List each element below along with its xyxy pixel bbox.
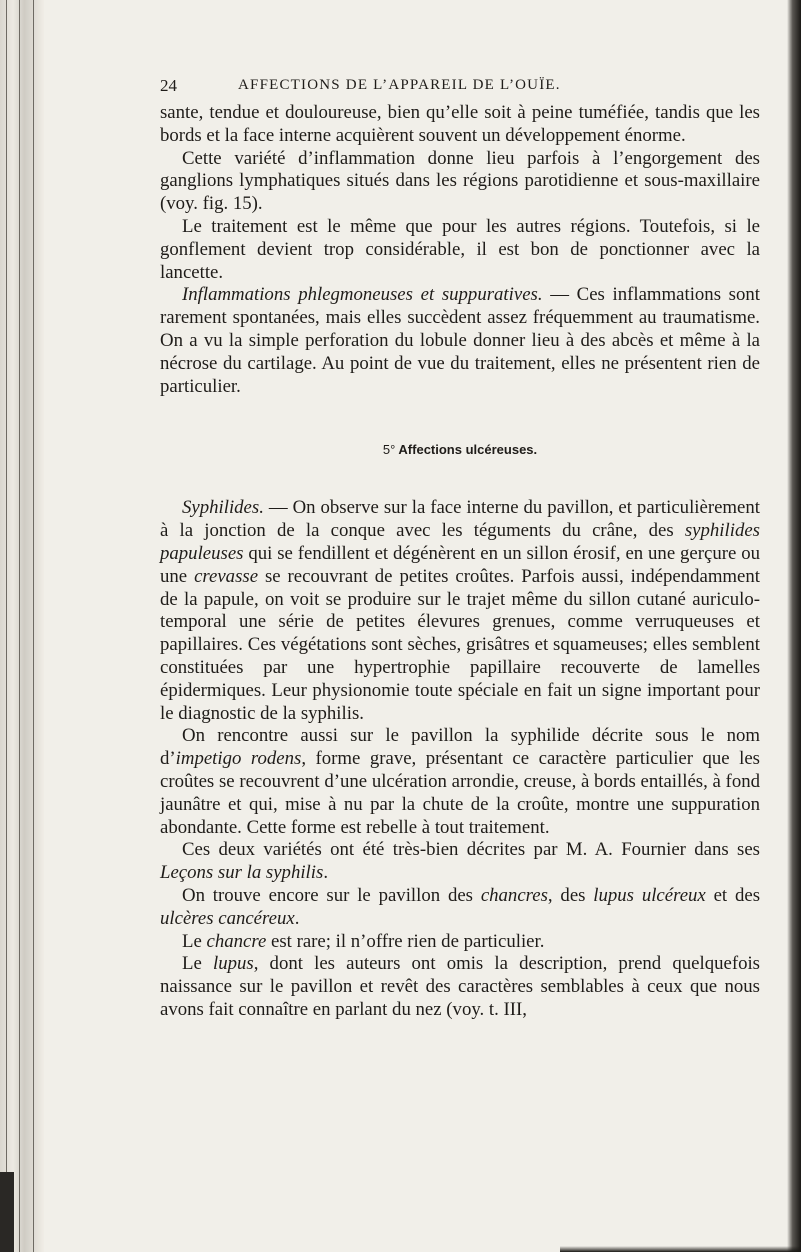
italic-text: ulcères cancéreux xyxy=(160,907,295,929)
text-run: , dont les auteurs ont omis la description, prend quelquefois naissance sur le pavillon et revêt des caractères semblables à ceux que nous avons fait connaître en parlant du nez (voy. t. III, xyxy=(160,953,760,1020)
text-run: . xyxy=(294,907,300,929)
text-run: , forme grave, présentant ce caractère particulier que les croûtes se recouvrent d’une ulcération arrondie, creuse, à bords entaillés, à fond jaunâtre et qui, mise à nu par la chute de la croûte, montre une suppuration abondante. Cette forme est rebelle à tout traitement. xyxy=(160,748,760,838)
italic-text: Syphilides. xyxy=(182,497,264,519)
running-head xyxy=(160,76,760,102)
italic-text: Leçons sur la syphilis xyxy=(160,862,324,884)
running-title: AFFECTIONS DE L’APPAREIL DE L’OUÏE. xyxy=(238,77,561,93)
text-run: Cette variété d’inflammation donne lieu parfois à l’engorgement des ganglions lymphatiques situés dans les régions parotidienne et sous-maxillaire (voy. fig. 15). xyxy=(160,147,760,215)
text-run: Le xyxy=(182,930,207,952)
paragraph xyxy=(160,953,760,1021)
paragraph xyxy=(160,885,760,931)
section-heading xyxy=(160,442,760,457)
bottom-edge-shadow xyxy=(560,1246,801,1252)
italic-text: impetigo rodens xyxy=(175,748,302,770)
book-page xyxy=(160,76,760,1022)
page-edge-shadow xyxy=(787,0,801,1252)
text-run: — Ces inflammations sont rarement spontanées, mais elles succèdent assez fréquemment au traumatisme. On a vu la simple perforation du lobule donner lieu à des abcès et même à la nécrose du cartilage. Au point de vue du traitement, elles ne présentent rien de particulier. xyxy=(160,284,760,397)
italic-text: syphilides papuleuses xyxy=(160,520,760,564)
text-run: Le xyxy=(182,953,213,975)
gutter-line xyxy=(19,0,20,1252)
italic-text: lupus xyxy=(212,953,254,975)
section-number: 5° xyxy=(382,442,396,458)
text-run: — On observe sur la face interne du pavillon, et particulièrement à la jonction de la conque avec les téguments du crâne, des xyxy=(160,497,760,542)
paragraph xyxy=(160,102,760,148)
text-run: . xyxy=(323,862,329,884)
italic-text: chancre xyxy=(206,930,267,952)
text-run: et des xyxy=(705,884,761,906)
paragraph xyxy=(160,931,760,954)
gutter-line xyxy=(33,0,34,1252)
paragraph xyxy=(160,839,760,885)
text-run: Ces deux variétés ont été très-bien décrites par M. A. Fournier dans ses xyxy=(182,839,760,861)
text-run: sante, tendue et douloureuse, bien qu’elle soit à peine tuméfiée, tandis que les bords et la face interne acquièrent souvent un développement énorme. xyxy=(160,102,760,146)
paragraph xyxy=(160,216,760,284)
italic-text: chancres xyxy=(480,884,548,906)
text-run: Le traitement est le même que pour les autres régions. Toutefois, si le gonflement devient trop considérable, il est bon de ponctionner avec la lancette. xyxy=(160,215,760,283)
text-run: On trouve encore sur le pavillon des xyxy=(182,884,481,906)
paragraph xyxy=(160,725,760,839)
body-text-after xyxy=(160,497,760,1021)
gutter-dark-band xyxy=(0,1172,14,1252)
text-run: se recouvrant de petites croûtes. Parfois aussi, indépendamment de la papule, on voit se produire sur le trajet même du sillon cutané auriculo-temporal une série de petites élevures grenues, comme verruqueuses et papillaires. Ces végétations sont sèches, grisâtres et squameuses; elles semblent constituées par une hypertrophie papillaire recouverte de lamelles épidermiques. Leur physionomie toute spéciale en fait un signe important pour le diagnostic de la syphilis. xyxy=(160,565,760,724)
paragraph xyxy=(160,497,760,725)
paragraph xyxy=(160,284,760,398)
paragraph xyxy=(160,148,760,216)
section-title: Affections ulcéreuses. xyxy=(398,442,538,458)
italic-text: Inflammations phlegmoneuses et suppuratives. xyxy=(182,284,543,306)
body-text-before xyxy=(160,102,760,398)
text-run: , des xyxy=(547,884,594,906)
text-run: qui se fendillent et dégénèrent en un sillon érosif, en une gerçure ou une xyxy=(160,542,760,587)
page-number: 24 xyxy=(160,76,177,95)
gutter-line xyxy=(6,0,7,1252)
italic-text: crevasse xyxy=(194,565,259,587)
book-gutter xyxy=(0,0,44,1252)
text-run: On rencontre aussi sur le pavillon la syphilide décrite sous le nom d’ xyxy=(160,725,760,770)
text-run: est rare; il n’offre rien de particulier. xyxy=(266,930,545,952)
italic-text: lupus ulcéreux xyxy=(593,884,706,906)
